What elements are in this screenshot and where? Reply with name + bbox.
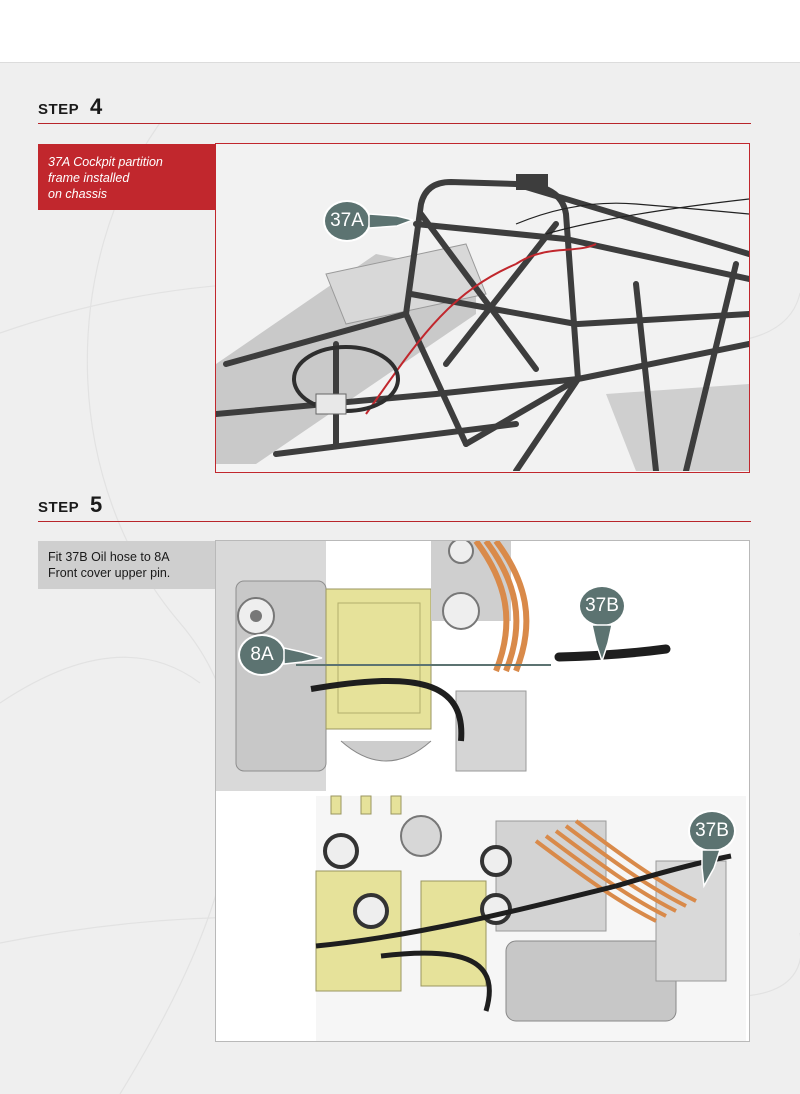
arrow-pointer-icon (578, 585, 626, 665)
step-word: STEP (38, 101, 80, 118)
step-4-header (38, 93, 751, 124)
step-number: 4 (90, 94, 103, 119)
engine-drawing (216, 541, 749, 1041)
step-5-illustration (215, 540, 750, 1042)
caption-line: 37A Cockpit partition (48, 155, 163, 169)
callout-37B-top (578, 585, 626, 665)
caption-line: on chassis (48, 187, 108, 201)
page-top-band (0, 0, 800, 63)
callout-8A (238, 634, 328, 678)
callout-label: 37B (578, 585, 626, 627)
arrow-pointer-icon (323, 200, 413, 244)
callout-37A (323, 200, 413, 244)
callout-label: 8A (238, 634, 286, 676)
step-5-header (38, 491, 751, 522)
step-4-caption (38, 144, 216, 210)
step-number: 5 (90, 492, 103, 517)
callout-label: 37B (688, 810, 736, 852)
caption-line: frame installed (48, 171, 130, 185)
callout-37B-bottom (688, 810, 736, 890)
engine-bottom-view (316, 796, 746, 1041)
step-4-illustration (215, 143, 750, 473)
chassis-frame-drawing (216, 144, 749, 471)
arrow-pointer-icon (238, 634, 328, 678)
caption-line: Fit 37B Oil hose to 8A (48, 550, 170, 564)
arrow-pointer-icon (688, 810, 736, 890)
caption-line: Front cover upper pin. (48, 566, 171, 580)
callout-label: 37A (323, 200, 371, 242)
step-word: STEP (38, 499, 80, 516)
step-5-caption (38, 541, 216, 589)
